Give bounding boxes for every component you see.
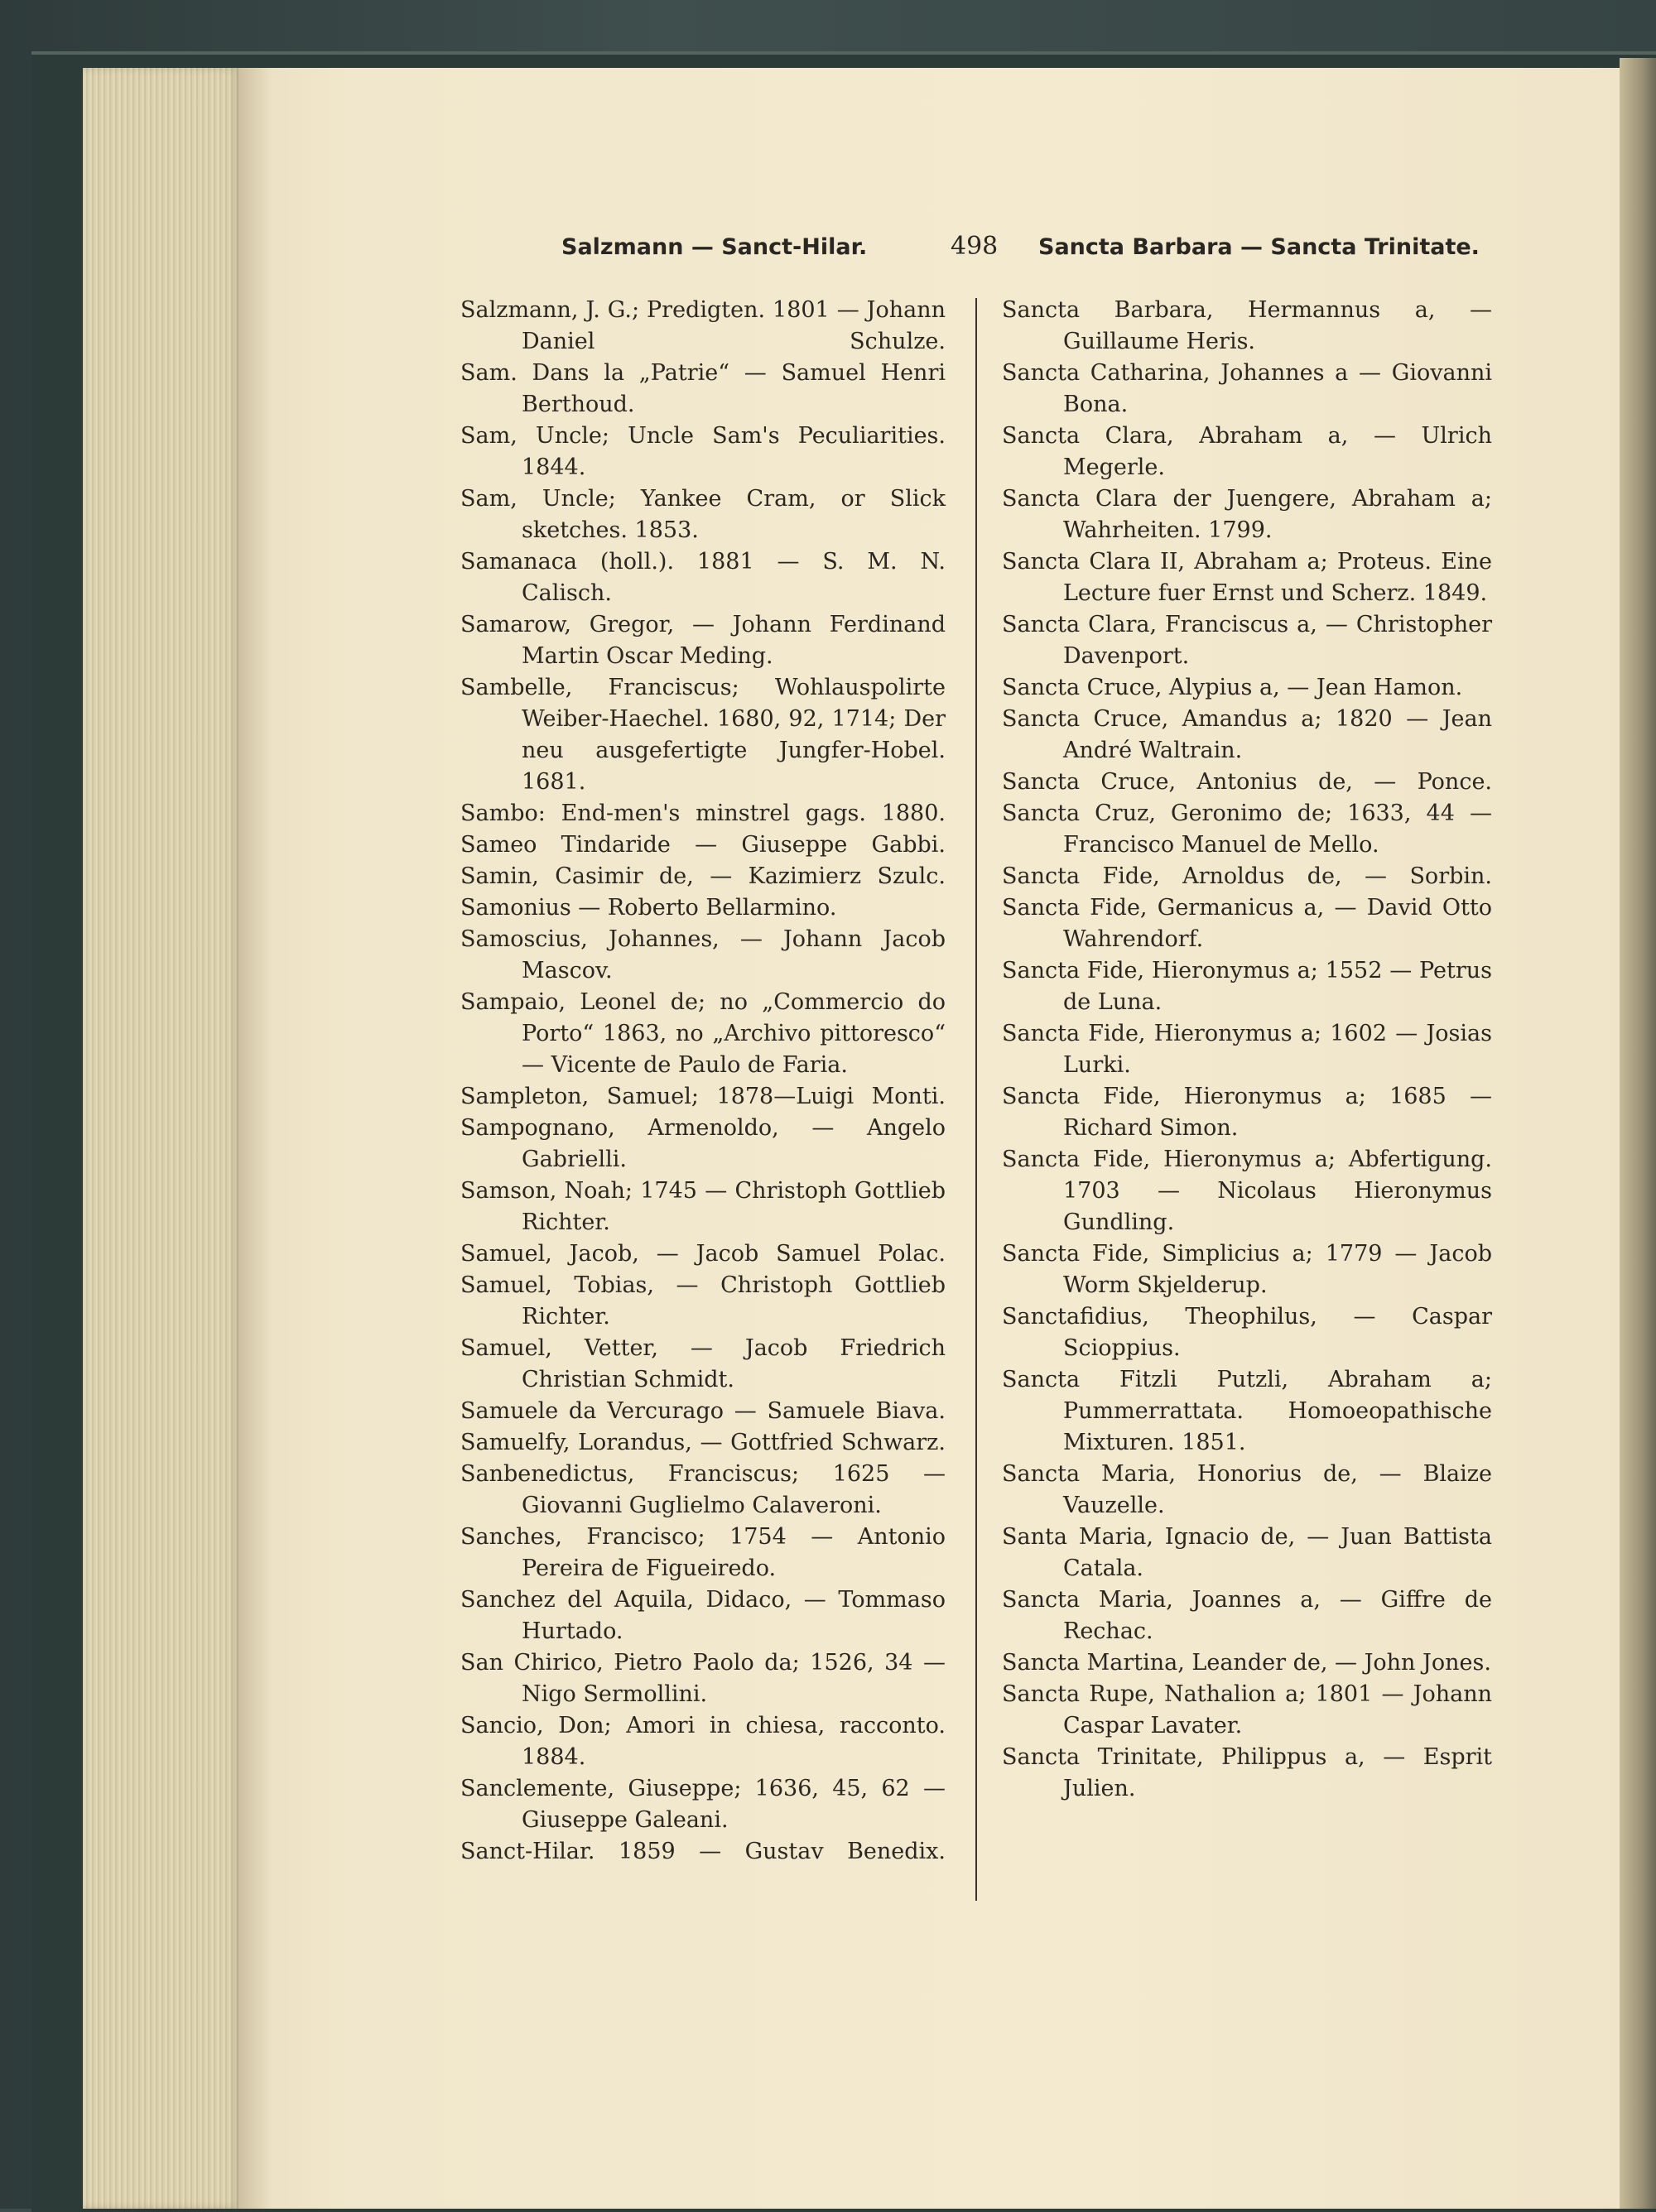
entry: Sancta Clara der Juengere, Abraham a; Wahrheiten. 1799. <box>1002 486 1492 543</box>
entry: Sancio, Don; Amori in chiesa, racconto. 1884. <box>460 1713 946 1770</box>
entry: Santa Maria, Ignacio de, — Juan Battista Catala. <box>1002 1524 1492 1581</box>
entry: Sancta Maria, Joannes a, — Giffre de Rechac. <box>1002 1587 1492 1644</box>
entry: Sancta Clara II, Abraham a; Proteus. Eine Lecture fuer Ernst und Scherz. 1849. <box>1002 549 1492 606</box>
entry: San Chirico, Pietro Paolo da; 1526, 34 — Nigo Sermollini. <box>460 1650 946 1707</box>
entry: Sampognano, Armenoldo, — Angelo Gabrielli. <box>460 1115 946 1172</box>
entry: Sancta Clara, Abraham a, — Ulrich Megerle. <box>1002 423 1492 480</box>
entry: Sameo Tindaride — Giuseppe Gabbi. <box>460 832 946 858</box>
entry: Sancta Catharina, Johannes a — Giovanni Bona. <box>1002 360 1492 417</box>
entry: Sampleton, Samuel; 1878—Luigi Monti. <box>460 1084 946 1109</box>
entry: Sanchez del Aquila, Didaco, — Tommaso Hurtado. <box>460 1587 946 1644</box>
running-head-left: Salzmann — Sanct-Hilar. <box>561 234 868 260</box>
entry: Sancta Fide, Hieronymus a; 1685 — Richard Simon. <box>1002 1084 1492 1141</box>
entry: Sanct-Hilar. 1859 — Gustav Benedix. <box>460 1839 946 1864</box>
entry: Samoscius, Johannes, — Johann Jacob Mascov. <box>460 926 946 983</box>
entry: Sancta Trinitate, Philippus a, — Esprit Julien. <box>1002 1744 1492 1801</box>
entry: Sambelle, Franciscus; Wohlauspolirte Weiber-Haechel. 1680, 92, 1714; Der neu ausgefertigte Jungfer-Hobel. 1681. <box>460 675 946 795</box>
entry: Samin, Casimir de, — Kazimierz Szulc. <box>460 863 946 889</box>
entry: Sanctafidius, Theophilus, — Caspar Scioppius. <box>1002 1304 1492 1361</box>
entry: Samonius — Roberto Bellarmino. <box>460 895 837 921</box>
entry: Samuel, Vetter, — Jacob Friedrich Christian Schmidt. <box>460 1335 946 1392</box>
entry: Sam, Uncle; Yankee Cram, or Slick sketches. 1853. <box>460 486 946 543</box>
next-page-edge <box>1620 58 1656 2209</box>
entry: Sambo: End-men's minstrel gags. 1880. <box>460 801 946 826</box>
column-divider <box>975 298 977 1901</box>
left-column <box>460 295 946 1868</box>
entry: Sancta Cruce, Amandus a; 1820 — Jean André Waltrain. <box>1002 706 1492 763</box>
entry: Sancta Maria, Honorius de, — Blaize Vauzelle. <box>1002 1461 1492 1518</box>
entry: Sancta Cruce, Antonius de, — Ponce. <box>1002 769 1492 795</box>
entry: Sancta Fide, Hieronymus a; 1552 — Petrus de Luna. <box>1002 958 1492 1015</box>
entry: Samson, Noah; 1745 — Christoph Gottlieb Richter. <box>460 1178 946 1235</box>
entry: Sancta Martina, Leander de, — John Jones. <box>1002 1650 1491 1676</box>
entry: Sancta Fitzli Putzli, Abraham a; Pummerrattata. Homoeopathische Mixturen. 1851. <box>1002 1367 1492 1455</box>
entry: Samuel, Tobias, — Christoph Gottlieb Richter. <box>460 1272 946 1330</box>
entry: Sancta Clara, Franciscus a, — Christopher Davenport. <box>1002 612 1492 669</box>
running-head-right: Sancta Barbara — Sancta Trinitate. <box>1038 234 1480 260</box>
entry: Sanclemente, Giuseppe; 1636, 45, 62 — Giuseppe Galeani. <box>460 1776 946 1833</box>
entry: Samuel, Jacob, — Jacob Samuel Polac. <box>460 1241 946 1267</box>
entry: Sanches, Francisco; 1754 — Antonio Pereira de Figueiredo. <box>460 1524 946 1581</box>
entry: Samarow, Gregor, — Johann Ferdinand Martin Oscar Meding. <box>460 612 946 669</box>
entry: Samanaca (holl.). 1881 — S. M. N. Calisch. <box>460 549 946 606</box>
entry: Sancta Cruce, Alypius a, — Jean Hamon. <box>1002 675 1463 700</box>
spine-shadow <box>238 68 272 2209</box>
entry: Sancta Fide, Hieronymus a; 1602 — Josias Lurki. <box>1002 1021 1492 1078</box>
entry: Samuelfy, Lorandus, — Gottfried Schwarz. <box>460 1430 946 1455</box>
entry: Sancta Fide, Hieronymus a; Abfertigung. 1703 — Nicolaus Hieronymus Gundling. <box>1002 1147 1492 1235</box>
entry: Samuele da Vercurago — Samuele Biava. <box>460 1398 946 1424</box>
entry: Salzmann, J. G.; Predigten. 1801 — Johann Daniel Schulze. <box>460 297 946 354</box>
entry: Sancta Fide, Arnoldus de, — Sorbin. <box>1002 863 1492 889</box>
entry: Sancta Barbara, Hermannus a, — Guillaume Heris. <box>1002 297 1492 354</box>
entry: Sancta Fide, Germanicus a, — David Otto Wahrendorf. <box>1002 895 1492 952</box>
entry: Sam, Uncle; Uncle Sam's Peculiarities. 1844. <box>460 423 946 480</box>
entry: Sam. Dans la „Patrie“ — Samuel Henri Berthoud. <box>460 360 946 417</box>
page-number: 498 <box>951 232 999 261</box>
entry: Sancta Fide, Simplicius a; 1779 — Jacob Worm Skjelderup. <box>1002 1241 1492 1298</box>
entry: Sancta Rupe, Nathalion a; 1801 — Johann Caspar Lavater. <box>1002 1681 1492 1738</box>
entry: Sanbenedictus, Franciscus; 1625 — Giovanni Guglielmo Calaveroni. <box>460 1461 946 1518</box>
right-column <box>1002 295 1492 1805</box>
page-edges <box>83 68 240 2209</box>
entry: Sampaio, Leonel de; no „Commercio do Porto“ 1863, no „Archivo pittoresco“ — Vicente de Paulo de Faria. <box>460 989 946 1078</box>
entry: Sancta Cruz, Geronimo de; 1633, 44 — Francisco Manuel de Mello. <box>1002 801 1492 858</box>
